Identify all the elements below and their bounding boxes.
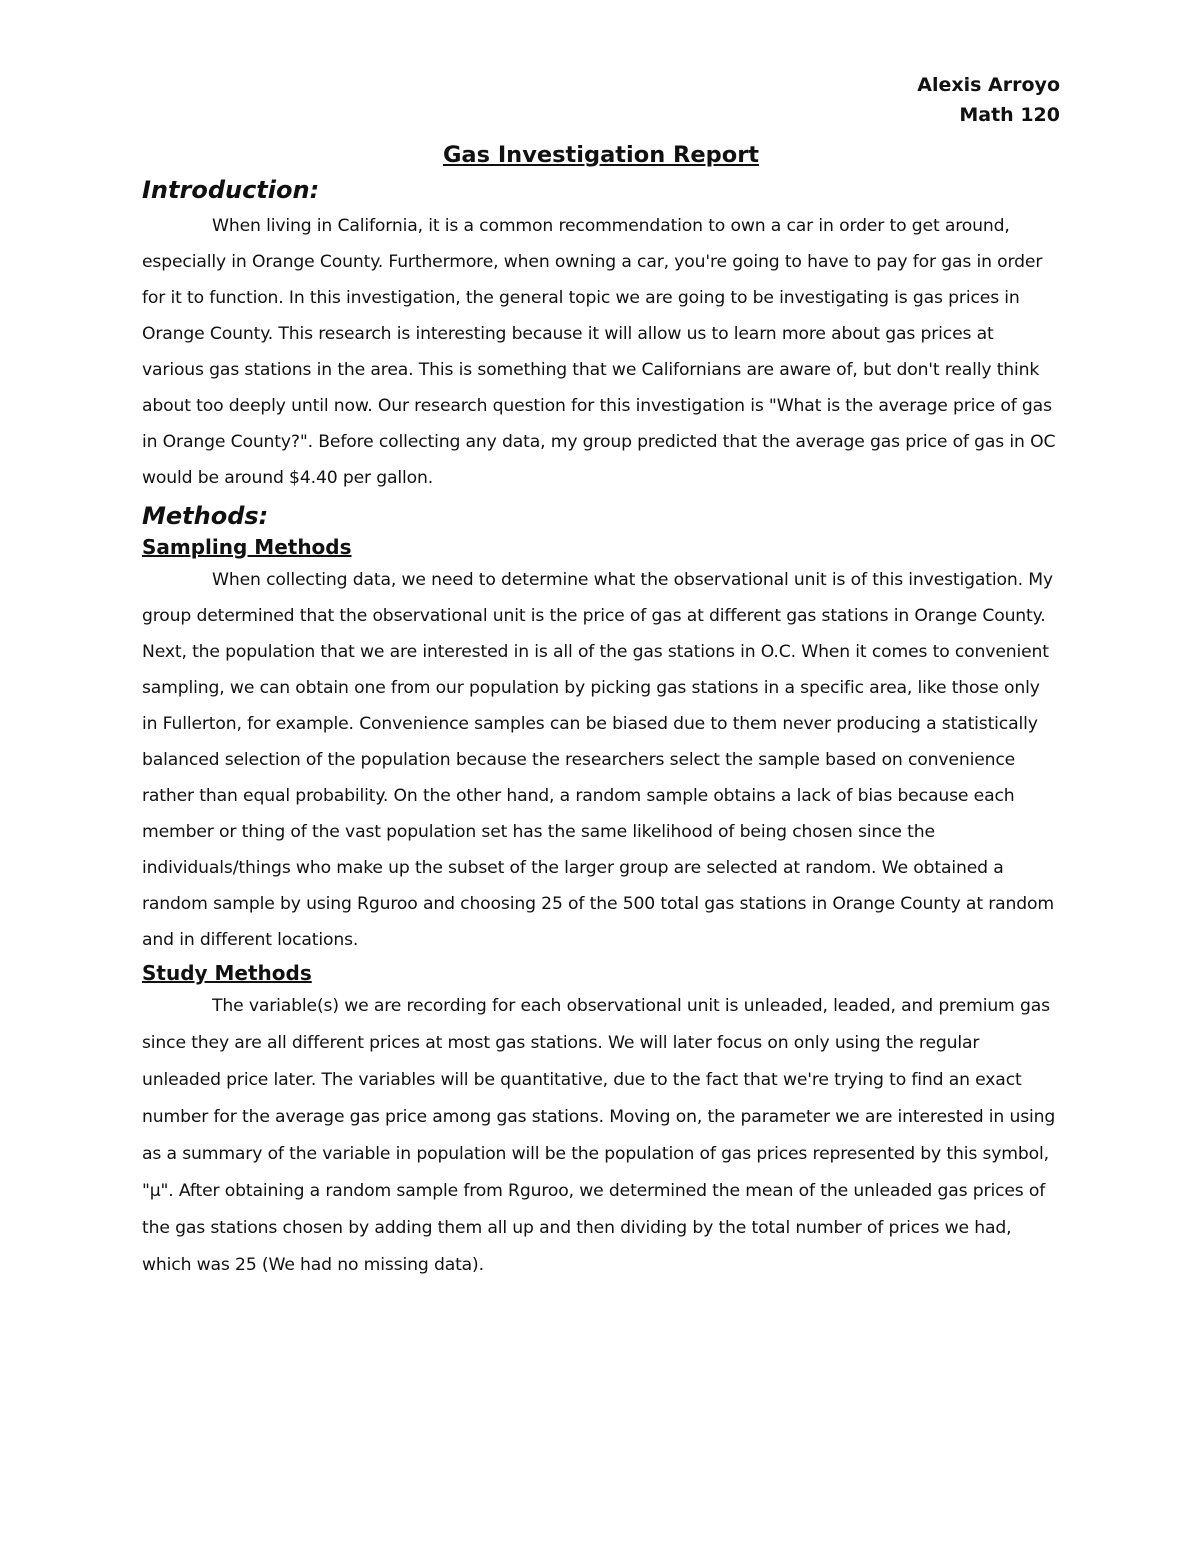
introduction-paragraph: When living in California, it is a common recommendation to own a car in order to get around, especially in Orange County. Furthermore, when owning a car, you're going to have to pay for gas in order for it to function. In this investigation, the general topic we are going to be investigating is gas prices in Orange County. This research is interesting because it will allow us to learn more about gas prices at various gas stations in the area. This is something that we Californians are aware of, but don't really think about too deeply until now. Our research question for this investigation is "What is the average price of gas in Orange County?". Before collecting any data, my group predicted that the average gas price of gas in OC would be around $4.40 per gallon.	[142, 216, 1056, 488]
methods-heading: Methods:	[142, 502, 269, 530]
study-methods-paragraph: The variable(s) we are recording for each observational unit is unleaded, leaded, and premium gas since they are all different prices at most gas stations. We will later focus on only using the regular unleaded price later. The variables will be quantitative, due to the fact that we're trying to find an exact number for the average gas price among gas stations. Moving on, the parameter we are interested in using as a summary of the variable in population will be the population of gas prices represented by this symbol, "μ". After obtaining a random sample from Rguroo, we determined the mean of the unleaded gas prices of the gas stations chosen by adding them all up and then dividing by the total number of prices we had, which was 25 (We had no missing data).	[142, 996, 1056, 1275]
sampling-methods-heading: Sampling Methods	[142, 535, 352, 559]
study-methods-heading: Study Methods	[142, 961, 312, 985]
author-name: Alexis Arroyo	[917, 74, 1060, 96]
report-title: Gas Investigation Report	[442, 142, 760, 168]
header-block	[142, 70, 1060, 130]
sampling-methods-paragraph: When collecting data, we need to determine what the observational unit is of this investigation. My group determined that the observational unit is the price of gas at different gas stations in Orange County. Next, the population that we are interested in is all of the gas stations in O.C. When it comes to convenient sampling, we can obtain one from our population by picking gas stations in a specific area, like those only in Fullerton, for example. Convenience samples can be biased due to them never producing a statistically balanced selection of the population because the researchers select the sample based on convenience rather than equal probability. On the other hand, a random sample obtains a lack of bias because each member or thing of the vast population set has the same likelihood of being chosen since the individuals/things who make up the subset of the larger group are selected at random. We obtained a random sample by using Rguroo and choosing 25 of the 500 total gas stations in Orange County at random and in different locations.	[142, 570, 1054, 950]
course-name: Math 120	[959, 104, 1060, 126]
introduction-heading: Introduction:	[142, 176, 320, 204]
document-page	[142, 70, 1060, 1284]
